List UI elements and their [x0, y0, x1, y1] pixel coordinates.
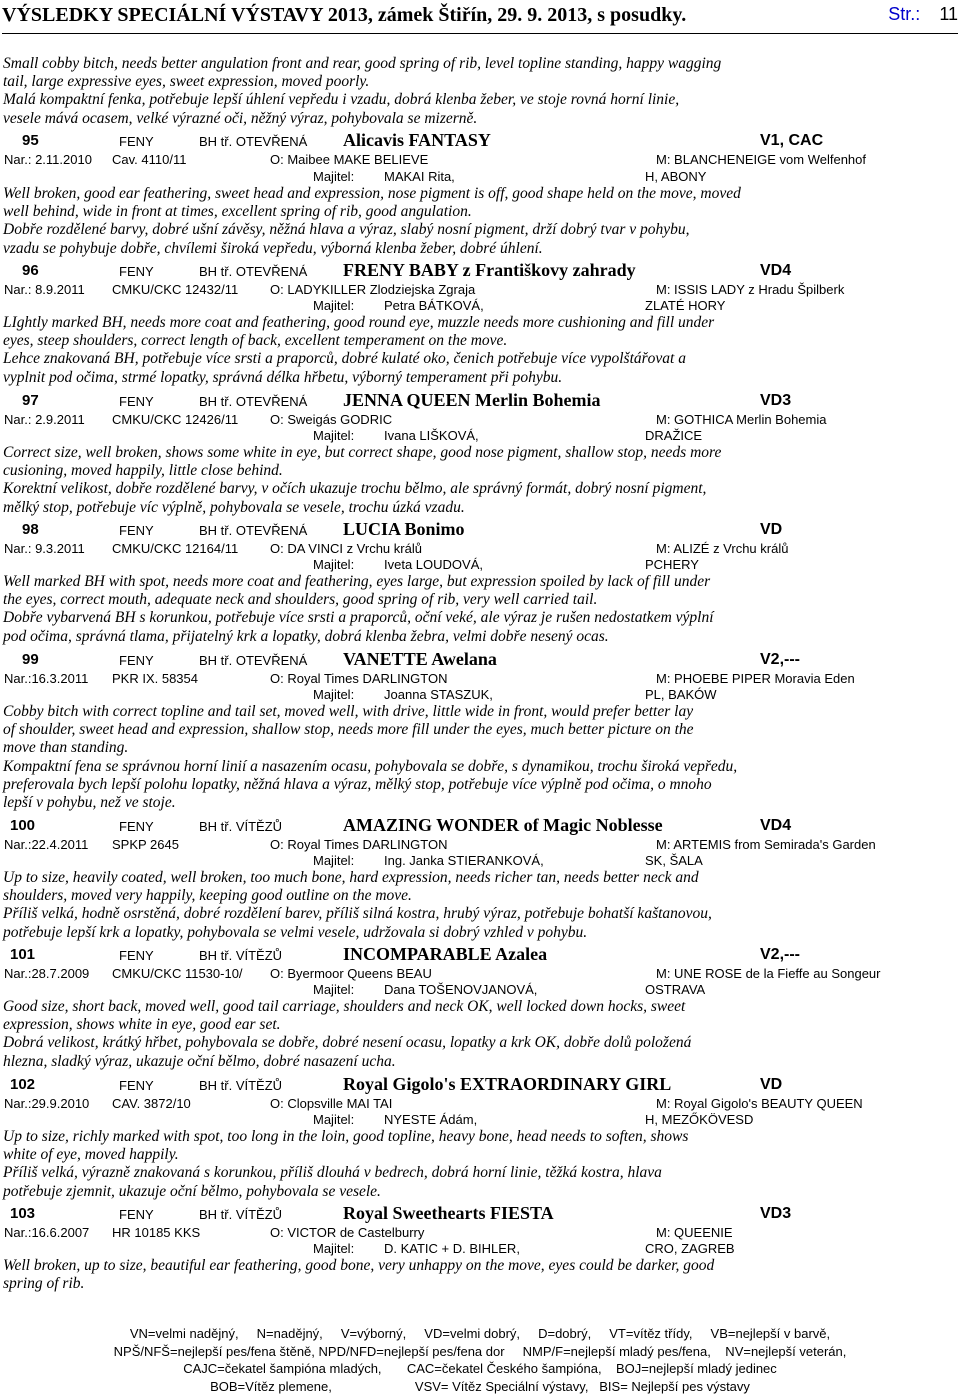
owner-name: Iveta LOUDOVÁ,: [384, 557, 483, 572]
critique-line: vesele mává ocasem, velké výrazné oči, něžný výraz, pohybovala se mizerně.: [3, 110, 958, 128]
entry-class: BH tř. VÍTĚZŮ: [199, 819, 282, 834]
entry-number: 100: [10, 817, 35, 834]
entry-class: BH tř. VÍTĚZŮ: [199, 1078, 282, 1093]
owner-label: Majitel:: [313, 557, 354, 572]
entry-class: BH tř. VÍTĚZŮ: [199, 1207, 282, 1222]
owner-row: [0, 982, 960, 999]
birth-date: Nar.: 2.11.2010: [4, 152, 92, 167]
registration-number: PKR IX. 58354: [112, 671, 198, 686]
critique-line: Příliš velká, hodně osrstěná, dobré rozdělení barev, příliš silná kostra, hrubý výraz, potřebuje bohatší kaštanovou,: [3, 905, 958, 923]
sire: O: DA VINCI z Vrchu králů: [270, 541, 422, 556]
intro-critique: [3, 55, 958, 128]
entry-header: [0, 390, 960, 412]
critique-line: Good size, short back, moved well, good tail carriage, shoulders and neck OK, well locked down hocks, sweet: [3, 998, 958, 1016]
pedigree-row: [0, 412, 960, 429]
critique-line: vzadu se pohybuje dobře, chvílemi široká vepředu, výborná klenba žeber, dobré úhlení.: [3, 240, 958, 258]
pedigree-row: [0, 541, 960, 558]
entry-sex: FENY: [119, 394, 154, 409]
entry-critique: [3, 1257, 958, 1293]
entry-critique: [3, 573, 958, 646]
critique-line: mělký stop, potřebuje víc výplně, pohybovala se vesele, trochu úzká vzadu.: [3, 499, 958, 517]
owner-name: Joanna STASZUK,: [384, 687, 493, 702]
owner-place: ZLATÉ HORY: [645, 298, 725, 313]
owner-label: Majitel:: [313, 428, 354, 443]
entry-sex: FENY: [119, 1207, 154, 1222]
dog-name: INCOMPARABLE Azalea: [343, 944, 547, 965]
pedigree-row: [0, 1096, 960, 1113]
dam: M: QUEENIE: [656, 1225, 733, 1240]
birth-date: Nar.: 2.9.2011: [4, 412, 85, 427]
registration-number: Cav. 4110/11: [112, 152, 186, 167]
entry-sex: FENY: [119, 819, 154, 834]
critique-line: potřebuje zjemnit, ukazuje oční bělmo, pohybovala se vesele.: [3, 1183, 958, 1201]
critique-line: Dobře rozdělené barvy, dobré ušní závěsy, něžná hlava a výraz, slabý nosní pigment, drží dobrý tvar v pohybu,: [3, 221, 958, 239]
critique-line: Up to size, heavily coated, well broken, too much bone, hard expression, needs richer tan, needs better neck and: [3, 869, 958, 887]
dam: M: ARTEMIS from Semirada's Garden: [656, 837, 876, 852]
pedigree-row: [0, 1225, 960, 1242]
registration-number: CMKU/CKC 12432/11: [112, 282, 238, 297]
entry-number: 96: [22, 262, 39, 279]
dog-grade: VD: [760, 1076, 782, 1094]
entry-class: BH tř. OTEVŘENÁ: [199, 134, 307, 149]
entry-number: 97: [22, 392, 39, 409]
entry-class: BH tř. VÍTĚZŮ: [199, 948, 282, 963]
page-number: 11: [939, 4, 958, 24]
entry-number: 99: [22, 651, 39, 668]
critique-line: Kompaktní fena se správnou horní linií a nasazením ocasu, pohybovala se dobře, s dynamikou, trochu široká vepředu,: [3, 758, 958, 776]
critique-line: white of eye, moved happily.: [3, 1146, 958, 1164]
critique-line: the eyes, correct mouth, adequate neck and shoulders, good spring of rib, very well carried tail.: [3, 591, 958, 609]
registration-number: CMKU/CKC 11530-10/: [112, 966, 243, 981]
entry-header: [0, 1203, 960, 1225]
birth-date: Nar.: 9.3.2011: [4, 541, 85, 556]
entry-critique: [3, 185, 958, 258]
entry-sex: FENY: [119, 948, 154, 963]
critique-line: cusioning, moved happily, little close behind.: [3, 462, 958, 480]
birth-date: Nar.:16.6.2007: [4, 1225, 89, 1240]
dog-grade: VD3: [760, 1205, 791, 1223]
pedigree-row: [0, 837, 960, 854]
dog-name: LUCIA Bonimo: [343, 519, 465, 540]
owner-row: [0, 687, 960, 704]
critique-line: Malá kompaktní fenka, potřebuje lepší úhlení vepředu i vzadu, dobrá klenba žeber, ve stoje rovná horní linie,: [3, 91, 958, 109]
critique-line: lepší v pohybu, než ve stoje.: [3, 794, 958, 812]
registration-number: CMKU/CKC 12164/11: [112, 541, 238, 556]
birth-date: Nar.:29.9.2010: [4, 1096, 89, 1111]
owner-place: PL, BAKÓW: [645, 687, 717, 702]
abbreviation-legend: [0, 1325, 960, 1395]
entry-sex: FENY: [119, 134, 154, 149]
critique-line: hlezna, sladký výraz, ukazuje oční bělmo, dobré nasazení ucha.: [3, 1053, 958, 1071]
entry-number: 102: [10, 1076, 35, 1093]
birth-date: Nar.:16.3.2011: [4, 671, 88, 686]
entry-header: [0, 1074, 960, 1096]
entry-header: [0, 130, 960, 152]
page-number-block: [888, 4, 958, 25]
owner-name: NYESTE Ádám,: [384, 1112, 477, 1127]
entry-class: BH tř. OTEVŘENÁ: [199, 394, 307, 409]
entry-critique: [3, 869, 958, 942]
owner-place: H, ABONY: [645, 169, 706, 184]
page-title: VÝSLEDKY SPECIÁLNÍ VÝSTAVY 2013, zámek Štiřín, 29. 9. 2013, s posudky.: [2, 4, 686, 27]
owner-place: DRAŽICE: [645, 428, 702, 443]
owner-row: [0, 298, 960, 315]
dam: M: GOTHICA Merlin Bohemia: [656, 412, 827, 427]
critique-line: Up to size, richly marked with spot, too long in the loin, good topline, heavy bone, head needs to soften, shows: [3, 1128, 958, 1146]
registration-number: SPKP 2645: [112, 837, 179, 852]
critique-line: Cobby bitch with correct topline and tail set, moved well, with drive, little wide in front, would prefer better lay: [3, 703, 958, 721]
pedigree-row: [0, 282, 960, 299]
legend-line: VN=velmi nadějný, N=nadějný, V=výborný, VD=velmi dobrý, D=dobrý, VT=vítěz třídy, VB=nejlepší v barvě,: [0, 1325, 960, 1343]
critique-line: Well broken, good ear feathering, sweet head and expression, nose pigment is off, good shape held on the move, moved: [3, 185, 958, 203]
legend-line: NPŠ/NFŠ=nejlepší pes/fena štěně, NPD/NFD=nejlepší pes/fena dor NMP/F=nejlepší mladý pes/fena, NV=nejlepší veterán,: [0, 1343, 960, 1361]
owner-place: CRO, ZAGREB: [645, 1241, 735, 1256]
entry-sex: FENY: [119, 1078, 154, 1093]
entry-sex: FENY: [119, 264, 154, 279]
owner-label: Majitel:: [313, 1241, 354, 1256]
dog-grade: V2,---: [760, 946, 800, 964]
dam: M: ISSIS LADY z Hradu Špilberk: [656, 282, 844, 297]
owner-row: [0, 1241, 960, 1258]
critique-line: eyes, steep shoulders, correct length of back, excellent temperament on the move.: [3, 332, 958, 350]
owner-label: Majitel:: [313, 298, 354, 313]
critique-line: move than standing.: [3, 739, 958, 757]
entry-header: [0, 519, 960, 541]
critique-line: pod očima, správná tlama, přijatelný krk a lopatky, dobrá klenba žebra, velmi dobře nesený ocas.: [3, 628, 958, 646]
critique-line: Small cobby bitch, needs better angulation front and rear, good spring of rib, level topline standing, happy wagging: [3, 55, 958, 73]
owner-label: Majitel:: [313, 169, 354, 184]
critique-line: Dobře vybarvená BH s korunkou, potřebuje více srsti a praporců, oční veké, ale výraz je rušen nedostatkem výplní: [3, 609, 958, 627]
sire: O: VICTOR de Castelburry: [270, 1225, 424, 1240]
critique-line: vyplnit pod očima, strmé lopatky, správná délka hřbetu, výborný temperament při pohybu.: [3, 369, 958, 387]
entry-header: [0, 260, 960, 282]
owner-row: [0, 853, 960, 870]
critique-line: Příliš velká, výrazně znakovaná s korunkou, příliš dlouhá v bedrech, dobrá horní linie, těžká kostra, hlava: [3, 1164, 958, 1182]
dam: M: Royal Gigolo's BEAUTY QUEEN: [656, 1096, 863, 1111]
owner-name: Ivana LIŠKOVÁ,: [384, 428, 479, 443]
sire: O: Royal Times DARLINGTON: [270, 671, 447, 686]
registration-number: CAV. 3872/10: [112, 1096, 191, 1111]
entry-number: 95: [22, 132, 39, 149]
critique-line: spring of rib.: [3, 1275, 958, 1293]
dog-name: Royal Gigolo's EXTRAORDINARY GIRL: [343, 1074, 671, 1095]
legend-line: BOB=Vítěz plemene, VSV= Vítěz Speciální výstavy, BIS= Nejlepší pes výstavy: [0, 1378, 960, 1395]
owner-row: [0, 169, 960, 186]
page-header: [2, 4, 958, 30]
dog-name: JENNA QUEEN Merlin Bohemia: [343, 390, 601, 411]
owner-row: [0, 428, 960, 445]
entry-number: 103: [10, 1205, 35, 1222]
dog-name: Royal Sweethearts FIESTA: [343, 1203, 554, 1224]
dog-grade: V2,---: [760, 651, 800, 669]
critique-line: Well marked BH with spot, needs more coat and feathering, eyes large, but expression spoiled by lack of fill under: [3, 573, 958, 591]
critique-line: of shoulder, sweet head and expression, shallow stop, needs more fill under the eyes, much better picture on the: [3, 721, 958, 739]
dam: M: UNE ROSE de la Fieffe au Songeur: [656, 966, 880, 981]
owner-name: Dana TOŠENOVJANOVÁ,: [384, 982, 537, 997]
legend-line: CAJC=čekatel šampióna mladých, CAC=čekatel Českého šampióna, BOJ=nejlepší mladý jedinec: [0, 1360, 960, 1378]
entry-number: 98: [22, 521, 39, 538]
dog-grade: V1, CAC: [760, 132, 823, 150]
registration-number: HR 10185 KKS: [112, 1225, 200, 1240]
entry-class: BH tř. OTEVŘENÁ: [199, 523, 307, 538]
entry-class: BH tř. OTEVŘENÁ: [199, 264, 307, 279]
entry-critique: [3, 703, 958, 812]
dam: M: BLANCHENEIGE vom Welfenhof: [656, 152, 866, 167]
critique-line: Lehce znakovaná BH, potřebuje více srsti a praporců, dobré kulaté oko, čenich potřebuje více vypolštářovat a: [3, 350, 958, 368]
pedigree-row: [0, 966, 960, 983]
critique-line: tail, large expressive eyes, sweet expression, moved poorly.: [3, 73, 958, 91]
sire: O: Clopsville MAI TAI: [270, 1096, 392, 1111]
dam: M: ALIZÉ z Vrchu králů: [656, 541, 788, 556]
critique-line: Correct size, well broken, shows some white in eye, but correct shape, good nose pigment, shallow stop, needs more: [3, 444, 958, 462]
owner-label: Majitel:: [313, 1112, 354, 1127]
entry-sex: FENY: [119, 653, 154, 668]
birth-date: Nar.:28.7.2009: [4, 966, 89, 981]
sire: O: Maibee MAKE BELIEVE: [270, 152, 428, 167]
critique-line: expression, shows white in eye, good ear set.: [3, 1016, 958, 1034]
critique-line: Dobrá velikost, krátký hřbet, pohybovala se dobře, dobré nesení ocasu, lopatky a krk OK, dobře dolů položená: [3, 1034, 958, 1052]
owner-label: Majitel:: [313, 982, 354, 997]
owner-place: OSTRAVA: [645, 982, 705, 997]
critique-line: well behind, wide in front at times, excellent spring of rib, good angulation.: [3, 203, 958, 221]
dog-name: VANETTE Awelana: [343, 649, 497, 670]
dog-grade: VD4: [760, 262, 791, 280]
dog-grade: VD: [760, 521, 782, 539]
registration-number: CMKU/CKC 12426/11: [112, 412, 238, 427]
owner-name: MAKAI Rita,: [384, 169, 455, 184]
entry-critique: [3, 998, 958, 1071]
entry-sex: FENY: [119, 523, 154, 538]
dog-name: AMAZING WONDER of Magic Noblesse: [343, 815, 663, 836]
pedigree-row: [0, 152, 960, 169]
critique-line: Korektní velikost, dobře rozdělené barvy, v očích ukazuje trochu bělmo, ale správný formát, dobrý nosní pigment,: [3, 480, 958, 498]
dog-name: Alicavis FANTASY: [343, 130, 491, 151]
owner-place: H, MEZŐKÖVESD: [645, 1112, 753, 1127]
critique-line: LIghtly marked BH, needs more coat and feathering, good round eye, muzzle needs more cushioning and fill under: [3, 314, 958, 332]
owner-place: PCHERY: [645, 557, 699, 572]
dog-grade: VD3: [760, 392, 791, 410]
birth-date: Nar.: 8.9.2011: [4, 282, 85, 297]
entry-critique: [3, 444, 958, 517]
entry-critique: [3, 314, 958, 387]
header-divider: [2, 33, 958, 34]
entry-critique: [3, 1128, 958, 1201]
dog-grade: VD4: [760, 817, 791, 835]
critique-line: Well broken, up to size, beautiful ear feathering, good bone, very unhappy on the move, eyes could be darker, good: [3, 1257, 958, 1275]
entry-header: [0, 815, 960, 837]
birth-date: Nar.:22.4.2011: [4, 837, 88, 852]
owner-place: SK, ŠALA: [645, 853, 703, 868]
owner-row: [0, 557, 960, 574]
entry-header: [0, 944, 960, 966]
owner-name: Ing. Janka STIERANKOVÁ,: [384, 853, 544, 868]
sire: O: Byermoor Queens BEAU: [270, 966, 432, 981]
dam: M: PHOEBE PIPER Moravia Eden: [656, 671, 855, 686]
sire: O: Royal Times DARLINGTON: [270, 837, 447, 852]
entry-header: [0, 649, 960, 671]
critique-line: preferovala bych lepší polohu lopatky, něžná hlava a výraz, mělký stop, potřebuje více výplně pod očima, o mnoho: [3, 776, 958, 794]
owner-name: Petra BÁTKOVÁ,: [384, 298, 484, 313]
owner-label: Majitel:: [313, 853, 354, 868]
page-number-label: Str.:: [888, 4, 920, 24]
critique-line: shoulders, moved very happily, keeping good outline on the move.: [3, 887, 958, 905]
entry-number: 101: [10, 946, 35, 963]
critique-line: potřebuje lepší krk a lopatky, pohybovala se velmi vesele, udržovala si dobrý vzhled v pohybu.: [3, 924, 958, 942]
entry-class: BH tř. OTEVŘENÁ: [199, 653, 307, 668]
owner-name: D. KATIC + D. BIHLER,: [384, 1241, 520, 1256]
owner-row: [0, 1112, 960, 1129]
sire: O: LADYKILLER Zlodziejska Zgraja: [270, 282, 475, 297]
dog-name: FRENY BABY z Františkovy zahrady: [343, 260, 636, 281]
owner-label: Majitel:: [313, 687, 354, 702]
sire: O: Sweigás GODRIC: [270, 412, 392, 427]
pedigree-row: [0, 671, 960, 688]
